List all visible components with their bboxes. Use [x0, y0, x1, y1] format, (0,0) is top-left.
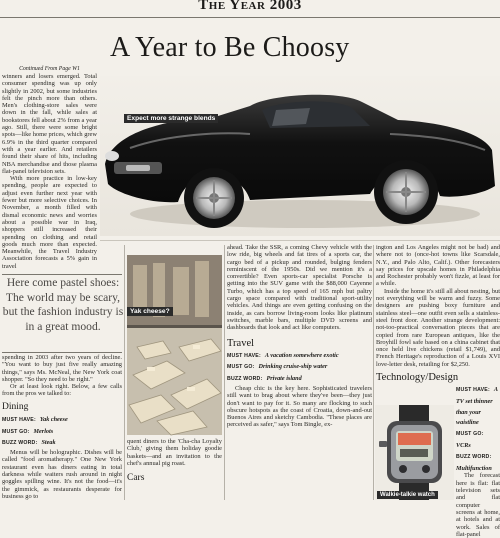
section-technology-design: Technology/Design — [376, 372, 459, 384]
column-divider-1 — [124, 245, 125, 500]
tech-item-3: BUZZ WORD: Multifunction — [456, 453, 492, 472]
section-travel: Travel — [227, 337, 255, 349]
watch-photo-caption: Walkie-talkie watch — [377, 491, 438, 499]
watch-photo — [375, 405, 454, 500]
tech-item-1: MUST HAVE: A TV set thinner than your waistline — [456, 386, 498, 427]
center-column-bottom-left — [127, 438, 222, 500]
left-lower-paragraph-2: Or at least look right. Below, a few calls from the pros we talked to: — [2, 383, 122, 398]
travel-item-3: BUZZ WORD: Private island — [227, 375, 302, 383]
tech-body: The forecast here is flat: flat television sets and flat computer screens at home, at hotels and at work. Sales of flat-panel — [456, 472, 500, 538]
headline: A Year to Be Choosy — [110, 32, 350, 63]
left-lower-paragraph-1: spending in 2003 after two years of decline. "You want to buy just five really amazing things," says Ms. McNeal, the New York coat shopper. "So they need to be right." — [2, 354, 122, 383]
cheese-photo — [127, 255, 222, 435]
dining-item-2: MUST GO: Merlots — [2, 427, 54, 435]
dining-item-1: MUST HAVE: Yak cheese — [2, 415, 68, 423]
left-column-bottom — [2, 354, 122, 500]
pull-quote-top-rule — [2, 274, 122, 275]
truck-photo-caption: Expect more strange blends — [124, 114, 218, 123]
kicker-rule — [0, 17, 500, 18]
tech-item-2: MUST GO: VCRs — [456, 431, 484, 450]
dining-body: Menus will be holographic. Dishes will be called "food aromatherapy." One New York restaurant even has diners eating in total darkness while waiters rush around in night goggles spilling wine. It's not the food—it's the gimmick, as restaurants desperate for business go to — [2, 449, 122, 500]
left-paragraph-2: With more practice in low-key spending, people are expected to adjust even further next year with fewer but more selective choices. In November, a month filled with dismal economic news and worries about a possible war in Iraq, shoppers still increased their spending on clothing and retail goods much more than expected. Meanwhile, the Travel Industry Association forecasts a 5% gain in travel — [2, 175, 97, 270]
tech-items — [456, 383, 500, 538]
cheese-photo-caption: Yak cheese? — [127, 307, 173, 316]
pull-quote: Here come pastel shoes: The world may be scary, but the fashion industry is in a great mood. — [2, 276, 124, 333]
cheese-illustration — [127, 255, 222, 435]
truck-photo — [100, 76, 500, 236]
left-paragraph-1: winners and losers emerged. Total consumer spending was up only slightly in 2002, but some industries felt the pinch more than others. Men's clothing-store sales were down in the fall, while sales at bookstores fell about 2% from a year ago. Still, there were some bright spots—like home prices, which grew 6.9% in the third quarter compared with a year earlier. And retailers found their share of hits, including NBA merchandise and those plasma flat-panel television sets. — [2, 73, 97, 175]
travel-item-2: MUST GO: Drinking cruise-ship water — [227, 363, 328, 371]
continued-line: Continued From Page W1 — [19, 66, 80, 72]
left-column-top — [2, 66, 97, 272]
watch-illustration — [375, 405, 454, 500]
section-kicker: The Year 2003 — [198, 0, 302, 13]
photo-divider — [100, 240, 500, 241]
dining-item-3: BUZZ WORD: Steak — [2, 439, 56, 447]
travel-item-1: MUST HAVE: A vacation somewhere exotic — [227, 351, 339, 359]
travel-body: Cheap chic is the key here. Sophisticated travelers still want to brag about where they've been—they just don't want to pay for it. So many are flocking to such obscure hotspots as the coast of Croatia, down-and-out Buenos Aires and sketchy Cambodia. "These places are perceived as safer," says Tom Bingle, ex- — [227, 384, 372, 429]
dining-continued: quent diners to the 'Cha-cha Loyalty Club,' giving them holiday goodie baskets—and an invitation to the chef's annual pig roast. — [127, 438, 222, 467]
cars-body: ahead. Take the SSR, a coming Chevy vehicle with the low ride, big wheels and fat tires of a sports car, the cargo bed of a pickup and rounded, bulging fenders reminiscent of the 1950s. Did we mention it's a convertible? Even sports-car specialist Porsche is getting into the SUV game with the $88,000 Cayenne Turbo, which has a top speed of 165 mph but paltry cargo space compared with traditional sport-utility vehicles. And things are even getting confusing on the inside, as cars borrow living-room looks like platinum switches, marble bars, multiple DVD screens and dashboards that look and act like computers. — [227, 244, 372, 332]
home-body-2: Inside the home it's still all about nesting, but not everything will be warm and fuzzy. Some designers are pushing boxy furniture and stainless steel—one outfit even sells a stainless-steel front door. Another strange development: not-too-practical conversation pieces that are copied from rare European antiques, like the Broyhill fowl safe based on a china cabinet that once held live chickens (retail $1,749), and French Heritage's reproduction of a Louis XVI love-letter desk, retailing for $2,250. — [376, 287, 500, 368]
home-body: ington and Los Angeles might not be bad) and where not to (once-hot towns like Scarsdale, N.Y., and Palo Alto, Calif.). Other forecasters say prices for upscale homes in Philadelphia and Rochester probably won't fizzle, at least for a while. — [376, 244, 500, 288]
section-cars: Cars — [127, 473, 145, 484]
pull-quote-bottom-rule — [2, 352, 122, 353]
column-divider-2 — [224, 245, 225, 500]
truck-illustration — [100, 76, 500, 236]
center-column — [227, 244, 372, 500]
section-dining: Dining — [2, 401, 29, 412]
column-divider-3 — [373, 245, 374, 500]
